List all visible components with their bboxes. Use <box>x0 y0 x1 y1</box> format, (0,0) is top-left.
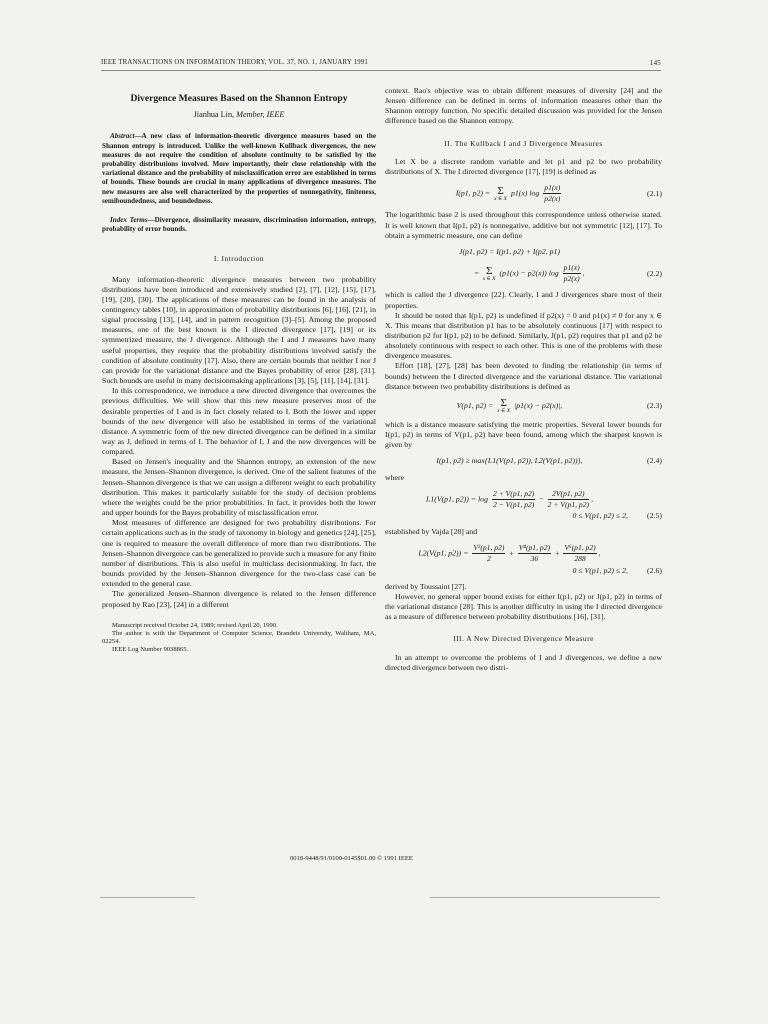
paragraph: established by Vajda [28] and <box>385 527 478 537</box>
abstract <box>102 132 376 206</box>
index-terms <box>102 216 376 234</box>
equation-2-5-condition: 0 ≤ V(p1, p2) ≤ 2, (2.5) <box>572 511 662 520</box>
fraction: $\frac{p1(x)}{p2(x)}$ <box>544 183 561 204</box>
paragraph: Let X be a discrete random variable and let p1 and p2 be two probability distributions of X. The I directed divergence [17], [19] is defined as <box>385 156 662 176</box>
header-rule <box>101 70 661 71</box>
footnote: Manuscript received October 24, 1989; revised April 20, 1990. <box>112 621 278 629</box>
fraction: $\frac{\text{V⁶(p1, p2)}}{288}$ <box>564 543 596 564</box>
paragraph: In this correspondence, we introduce a new directed divergence that overcomes the previous difficulties. We will show that this new measure preserves most of the desirable properties of I and is in fact closely related to I. Both the lower and upper bounds of the new divergence will also be established in terms of the variational distance. A symmetric form of the new directed divergence can be defined in a similar way as J, defined in terms of I. The behavior of I, J and the new divergences will be compared. <box>102 386 376 457</box>
footnote: The author is with the Department of Computer Science, Brandeis University, Waltham, MA, 02254. <box>102 629 376 646</box>
paragraph: which is called the J divergence [22]. Clearly, I and J divergences share most of their properties. <box>385 290 662 310</box>
paper-title: Divergence Measures Based on the Shannon Entropy <box>130 93 348 104</box>
index-lead: Index Terms <box>110 215 148 224</box>
equation-2-1 <box>385 183 662 204</box>
index-text: —Divergence, dissimilarity measure, discrimination information, entropy, probability of error bounds. <box>102 215 376 234</box>
eq-term: (p1(x) − p2(x)) log <box>499 268 559 278</box>
footnotes <box>102 622 376 655</box>
paragraph: which is a distance measure satisfying the metric properties. Several lower bounds for I(p1, p2) in terms of V(p1, p2) have been found, among which the sharpest known is given by <box>385 419 662 450</box>
section-heading-introduction: I. Introduction <box>213 254 265 264</box>
paragraph: context. Rao's objective was to obtain different measures of diversity [24] and the Jensen difference can be defined in terms of information measures other than the Shannon entropy function. No specific detailed discussion was provided for the Jensen difference based on the Shannon entropy. <box>385 86 662 126</box>
paragraph: Most measures of difference are designed for two probability distributions. For certain applications such as in the study of taxonomy in biology and genetics [24], [25], one is required to measure the overall difference of more than two distributions. The Jensen–Shannon divergence can be generalized to provide such a measure for any finite number of distributions. This is also useful in multiclass decisionmaking. In fact, the bounds provided by the Jensen–Shannon divergence for the two-class case can be extended to the general case. <box>102 518 376 589</box>
eq-lhs: L2(V(p1, p2)) = <box>418 548 469 558</box>
paragraph: It should be noted that I(p1, p2) is undefined if p2(x) = 0 and p1(x) ≠ 0 for any x ∈ X. This means that distribution p1 has to be absolutely continuous [17] with respect to distribution p2 for I(p1, p2) to be defined. Similarly, J(p1, p2) requires that p1 and p2 be absolutely continuous with respect to each other. This is one of the problems with these divergence measures. <box>385 310 662 361</box>
equation-2-5: L1(V(p1, p2)) = log $\frac{2 + V(p1, p2)}{2 - V(p1, p2)}$ − $\frac{2V(p1, p2)}{2 + V(p1, p2)}$ , <box>425 488 594 509</box>
fraction: $\frac{2V(p1, p2)}{2 + V(p1, p2)}$ <box>547 488 590 509</box>
eq-lhs: L1(V(p1, p2)) = log <box>425 494 488 504</box>
page-number: 145 <box>649 59 661 67</box>
eq-term: p1(x) log <box>510 188 540 198</box>
fraction: $\frac{p1(x)}{p2(x)}$ <box>563 263 580 284</box>
sum-symbol: Σ x ∈ X <box>497 396 511 414</box>
equation-2-6-condition: 0 ≤ V(p1, p2) ≤ 2, (2.6) <box>572 565 662 575</box>
author-role: Member, IEEE <box>236 110 285 120</box>
equation-2-2: = Σ x ∈ X (p1(x) − p2(x)) log $\frac{p1(x)}{p2(x)}$ , (2.2) <box>474 263 662 284</box>
abstract-lead: Abstract <box>110 132 135 141</box>
equation-2-3 <box>385 398 662 414</box>
equation-number: (2.3) <box>647 400 662 410</box>
section-heading-kullback: II. The Kullback I and J Divergence Measures <box>444 138 603 148</box>
fraction: $\frac{\text{V²(p1, p2)}}{2}$ <box>473 543 505 564</box>
paragraph: However, no general upper bound exists for either I(p1, p2) or J(p1, p2) in terms of the variational distance [28]. This is another difficulty in using the I directed divergence as a measure of difference between probability distributions [16], [31]. <box>385 591 662 622</box>
running-header <box>101 59 661 66</box>
paragraph: The logarithmic base 2 is used throughout this correspondence unless otherwise stated. It is well known that I(p1, p2) is nonnegative, additive but not symmetric [12], [17]. To obtain a symmetric measure, one can define <box>385 210 662 240</box>
journal-header: IEEE TRANSACTIONS ON INFORMATION THEORY, VOL. 37, NO. 1, JANUARY 1991 <box>101 59 368 66</box>
eq-lhs: I(p1, p2) = <box>455 188 491 198</box>
scan-artifact-line <box>430 897 660 898</box>
eq-term: |p1(x) − p2(x)|, <box>514 400 563 410</box>
copyright-line: 0018-9448/91/0100-0145$01.00 © 1991 IEEE <box>290 855 413 862</box>
paragraph: derived by Toussaint [27]. <box>385 581 467 591</box>
section-heading-new-divergence: III. A New Directed Divergence Measure <box>453 634 594 644</box>
equation-2-2a: J(p1, p2) = I(p1, p2) + I(p2, p1) <box>458 246 561 256</box>
author-line <box>102 110 376 120</box>
author-name: Jianhua Lin, <box>193 110 235 120</box>
where-label: where <box>385 472 405 482</box>
footnote: IEEE Log Number 9038865. <box>112 646 189 654</box>
paragraph: Many information-theoretic divergence measures between two probability distributions have been introduced and extensively studied [2], [7], [12], [15], [17], [19], [20], [30]. The applications of these measures can be found in the analysis of contingency tables [10], in approximation of probability distributions [6], [16], [21], in signal processing [13], [14], and in pattern recognition [3]–[5]. Among the proposed measures, one of the best known is the I directed divergence [17], [19] or its symmetrized measure, the J divergence. Although the I and J measures have many useful properties, they require that the probability distributions involved satisfy the condition of absolute continuity [17]. Also, there are certain bounds that neither I nor J can provide for the variational distance and the Bayes probability of error [28], [31]. Such bounds are useful in many decisionmaking applications [3], [5], [11], [14], [31]. <box>102 274 376 386</box>
equation-number: (2.4) <box>647 456 662 466</box>
eq-lhs: V(p1, p2) = <box>456 400 494 410</box>
equation-number: (2.6) <box>647 565 662 575</box>
abstract-text: —A new class of information-theoretic divergence measures based on the Shannon entropy is introduced. Unlike the well-known Kullback divergences, the new measures do not require the condition of absolute continuity to be satisfied by the probability distributions involved. More importantly, their close relationship with the variational distance and the probability of misclassification error are established in terms of bounds. These bounds are crucial in many applications of divergence measures. The new measures are also well characterized by the properties of nonnegativity, finiteness, semiboundedness, and boundedness. <box>102 132 376 205</box>
equation-2-4: I(p1, p2) ≥ max{L1(V(p1, p2)), L2(V(p1, p2))}, (2.4) <box>436 456 662 466</box>
paragraph: Based on Jensen's inequality and the Shannon entropy, an extension of the new measure, the Jensen–Shannon divergence, is derived. One of the salient features of the Jensen–Shannon divergence is that we can assign a different weight to each probability distribution. This makes it particularly suitable for the study of decision problems where the weights could be the prior probabilities. In fact, it provides both the lower and upper bounds for the Bayes probability of misclassification error. <box>102 457 376 518</box>
equation-2-6: L2(V(p1, p2)) = $\frac{\text{V²(p1, p2)}}{2}$ + $\frac{\text{V⁴(p1, p2)}}{36}$ + $\frac{\text{V⁶(p1, p2)}}{288}$ , <box>418 543 601 564</box>
paragraph: Effort [18], [27], [28] has been devoted to finding the relationship (in terms of bounds) between the I directed divergence and the variational distance. The variational distance between two probability distributions is defined as <box>385 361 662 391</box>
scan-artifact-line <box>100 897 195 898</box>
fraction: $\frac{2 + V(p1, p2)}{2 - V(p1, p2)}$ <box>492 488 535 509</box>
left-column <box>102 90 376 654</box>
sum-symbol: Σ x ∈ X <box>482 264 496 282</box>
equation-number: (2.2) <box>647 268 662 278</box>
equation-number: (2.5) <box>647 511 662 520</box>
paragraph: The generalized Jensen–Shannon divergence is related to the Jensen difference proposed by Rao [23], [24] in a different <box>102 589 376 609</box>
sum-symbol: Σ x ∈ X <box>494 184 507 202</box>
paragraph: In an attempt to overcome the problems of I and J divergences, we define a new directed divergence between two distri- <box>385 652 662 672</box>
fraction: $\frac{\text{V⁴(p1, p2)}}{36}$ <box>518 543 551 564</box>
equation-number: (2.1) <box>647 188 662 198</box>
right-column <box>385 86 662 673</box>
